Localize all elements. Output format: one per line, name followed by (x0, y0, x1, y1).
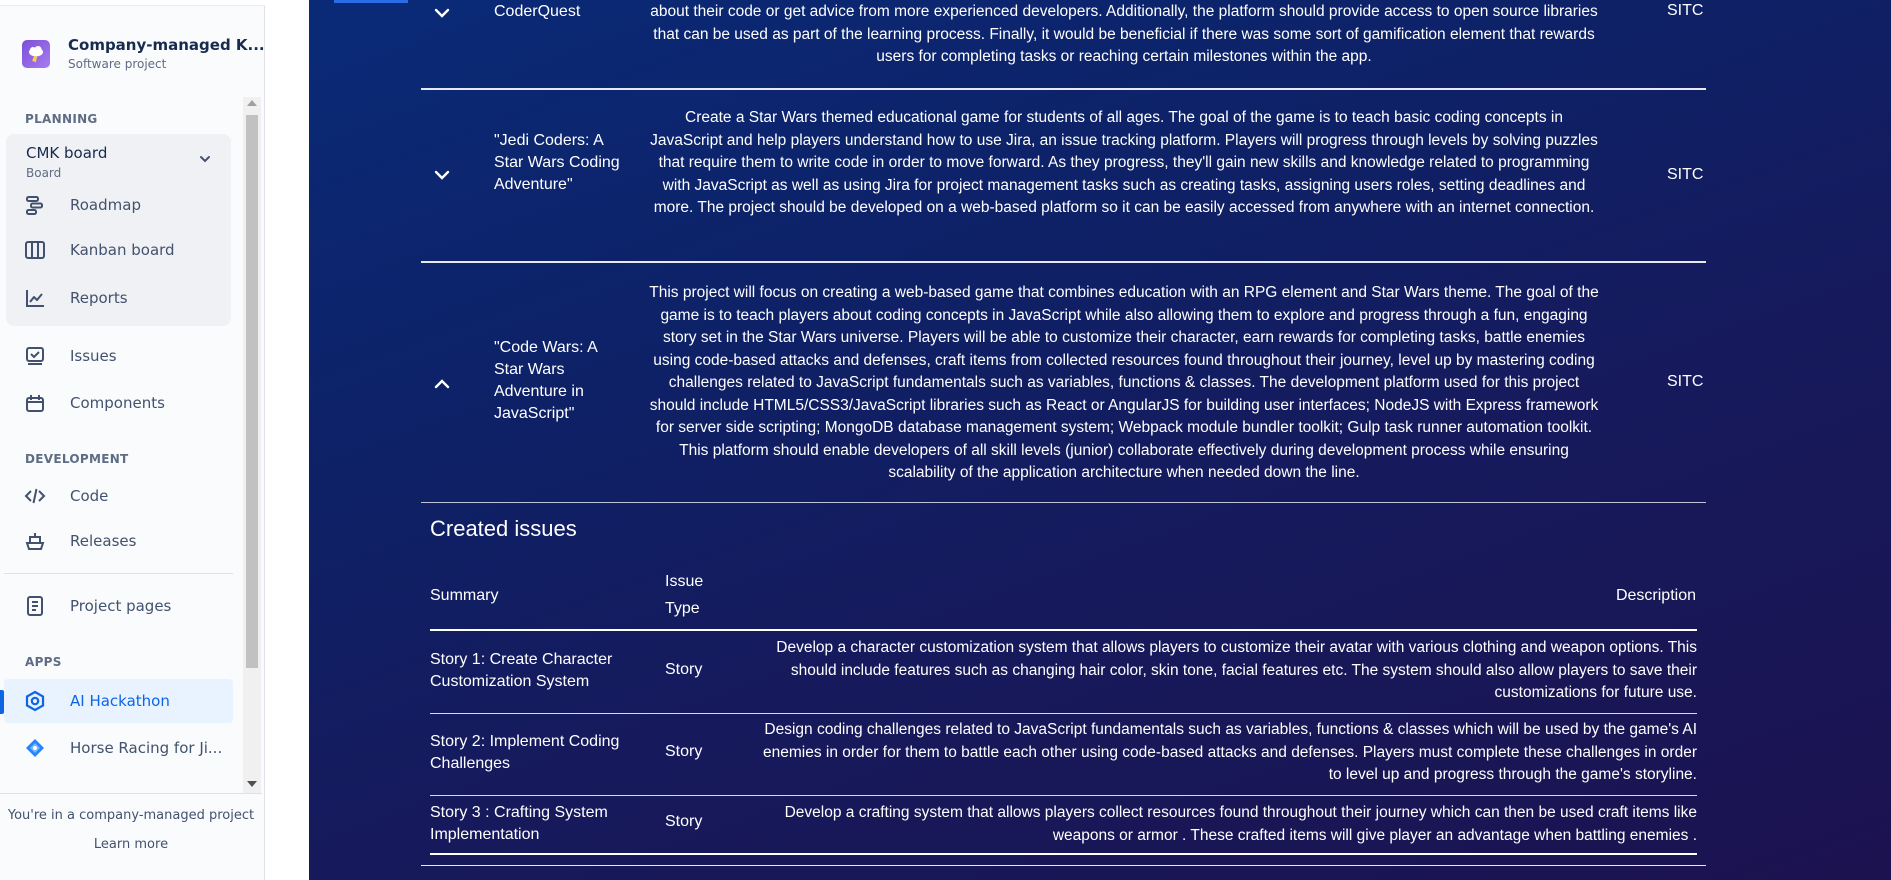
sidebar-scrollbar-thumb[interactable] (246, 115, 258, 668)
sidebar-active-indicator (0, 690, 4, 714)
column-header-issue-type-line1: Issue (665, 573, 704, 590)
section-label-development: DEVELOPMENT (25, 452, 129, 466)
project-header[interactable] (22, 36, 265, 71)
row-divider (421, 502, 1706, 503)
board-selector-subtitle: Board (26, 166, 62, 180)
sidebar-item-label: Issues (70, 347, 117, 365)
ai-hackathon-icon (22, 688, 48, 714)
project-description: Create a Star Wars themed educational game for students of all ages. The goal of the game is to teach basic coding concepts in JavaScript and help players understand how to use Jira, an issue tracking platform. Players will progress through levels by solving puzzles that require them to write code in order to move forward. As they progress, they'll gain new skills and knowledge related to programming with JavaScript as well as using Jira for project management tasks such as creating tasks, assigning users roles, setting deadlines and more. The project should be developed on a web-based platform so it can be easily accessed from anywhere with an internet connection. (650, 109, 1598, 216)
sidebar-item-roadmap[interactable] (22, 187, 232, 223)
issue-type: Story (665, 743, 703, 760)
sidebar-item-label: Kanban board (70, 241, 175, 259)
project-title: "Jedi Coders: A Star Wars Coding Adventure" (494, 132, 620, 193)
sidebar-item-label: Code (70, 487, 109, 505)
releases-icon (22, 528, 48, 554)
sidebar-item-project-pages[interactable] (22, 588, 232, 624)
sidebar-item-label: Components (70, 394, 165, 412)
horse-racing-icon (22, 735, 48, 761)
column-header-description: Description (1615, 587, 1696, 604)
project-pages-icon (22, 593, 48, 619)
section-label-apps: APPS (25, 655, 62, 669)
chevron-down-icon[interactable] (433, 169, 451, 183)
components-icon (22, 390, 48, 416)
sidebar-item-code[interactable] (22, 478, 232, 514)
created-issues-heading: Created issues (430, 516, 577, 541)
table-header-divider (430, 629, 1697, 631)
company-managed-notice: You're in a company-managed project (7, 808, 255, 823)
issue-summary: Story 1: Create Character Customization System (430, 651, 613, 690)
row-divider (421, 88, 1706, 90)
sidebar-item-label: Releases (70, 532, 137, 550)
sidebar-divider (4, 573, 233, 574)
loading-progress-bar (334, 0, 408, 3)
issue-description: Develop a character customization system that allows players to customize their avatar with various clothing and weapon options. This should include features such as changing hair color, skin tone, facial features etc. The system should also allow players to save their customizations for future use. (776, 639, 1697, 701)
project-org: SITC (1667, 166, 1704, 183)
sidebar-item-kanban-board[interactable] (22, 232, 232, 268)
issue-summary: Story 3 : Crafting System Implementation (430, 804, 608, 843)
sidebar-item-label: Horse Racing for Ji... (70, 739, 223, 757)
issue-summary: Story 2: Implement Coding Challenges (430, 733, 620, 772)
issue-description: Design coding challenges related to JavaScript fundamentals such as variables, functions & classes which will be used by the game's AI enemies in order for them to battle each other using code-based attacks and defenses. Players must complete these challenges in order to level up and progress through the game's storyline. (763, 721, 1697, 783)
content-gutter (265, 0, 309, 880)
project-type: Software project (68, 57, 167, 71)
scroll-down-arrow-icon[interactable] (247, 781, 257, 787)
sidebar-item-releases[interactable] (22, 523, 232, 559)
sidebar-item-issues[interactable] (22, 338, 232, 374)
issue-description: Develop a crafting system that allows players collect resources found throughout their journey which can then be used craft items like weapons or armor . These crafted items will give player an advantage when battling enemies . (784, 804, 1697, 844)
learn-more-link[interactable]: Learn more (93, 837, 169, 852)
code-icon (22, 483, 48, 509)
sidebar-item-horse-racing[interactable] (22, 730, 232, 766)
roadmap-icon (22, 192, 48, 218)
project-org: SITC (1667, 373, 1704, 390)
project-name: Company-managed K... (68, 36, 265, 54)
section-label-planning: PLANNING (25, 112, 98, 126)
issue-type: Story (665, 813, 703, 830)
column-header-issue-type (665, 568, 703, 622)
sidebar-top-edge (0, 0, 265, 6)
project-title: CoderQuest (494, 3, 581, 20)
chevron-down-icon[interactable] (433, 7, 451, 21)
ai-hackathon-app (309, 0, 1891, 880)
project-org: SITC (1667, 2, 1704, 19)
chevron-up-icon[interactable] (433, 376, 451, 390)
sidebar-item-label: Project pages (70, 597, 172, 615)
table-bottom-border (430, 853, 1697, 855)
project-title: "Code Wars: A Star Wars Adventure in JavaScript" (494, 339, 597, 422)
column-header-issue-type-line2: Type (665, 600, 700, 617)
issue-type: Story (665, 661, 703, 678)
issues-icon (22, 343, 48, 369)
sidebar-footer (0, 793, 262, 880)
column-header-summary: Summary (430, 587, 499, 604)
sidebar-item-reports[interactable] (22, 280, 232, 316)
board-selector-title[interactable]: CMK board (26, 144, 108, 162)
project-sidebar (0, 0, 265, 880)
project-description: This project will focus on creating a web-based game that combines education with an RPG element and Star Wars theme. The goal of the game is to teach players about coding concepts in JavaScript while also allowing them to explore and progress through a fun, engaging story set in the Star Wars universe. Players will be able to customize their character, earn rewards for completing tasks, battle enemies using code-based attacks and defenses, craft items from collected resources found throughout their journey, level up by mastering coding challenges related to JavaScript fundamentals such as variables, functions & classes. The development platform used for this project should include HTML5/CSS3/JavaScript libraries such as React or AngularJS for building user interfaces; NodeJS with Express framework for server side scripting; MongoDB database management system; Webpack module bundler toolkit; Gulp task runner automation toolkit. This platform should enable developers of all skill levels (junior) collaborate effectively during development process while ensuring scalability of the application architecture when needed down the line. (649, 284, 1599, 481)
section-bottom-divider (421, 865, 1706, 866)
chevron-down-icon[interactable] (196, 150, 214, 168)
table-row-divider (430, 795, 1697, 796)
sidebar-item-label: AI Hackathon (70, 692, 170, 710)
table-row-divider (430, 713, 1697, 714)
sidebar-item-components[interactable] (22, 385, 232, 421)
reports-icon (22, 285, 48, 311)
sidebar-item-label: Reports (70, 289, 128, 307)
sidebar-item-label: Roadmap (70, 196, 141, 214)
project-avatar-icon (22, 40, 50, 68)
row-divider (421, 261, 1706, 263)
kanban-board-icon (22, 237, 48, 263)
project-description: about their code or get advice from more experienced developers. Additionally, the platform should provide access to open source libraries that can be used as part of the learning process. Finally, it would be beneficial if there was some sort of gamification element that rewards users for completing tasks or reaching certain milestones within the app. (650, 3, 1598, 65)
scroll-up-arrow-icon[interactable] (247, 100, 257, 106)
sidebar-item-ai-hackathon[interactable] (22, 683, 232, 719)
